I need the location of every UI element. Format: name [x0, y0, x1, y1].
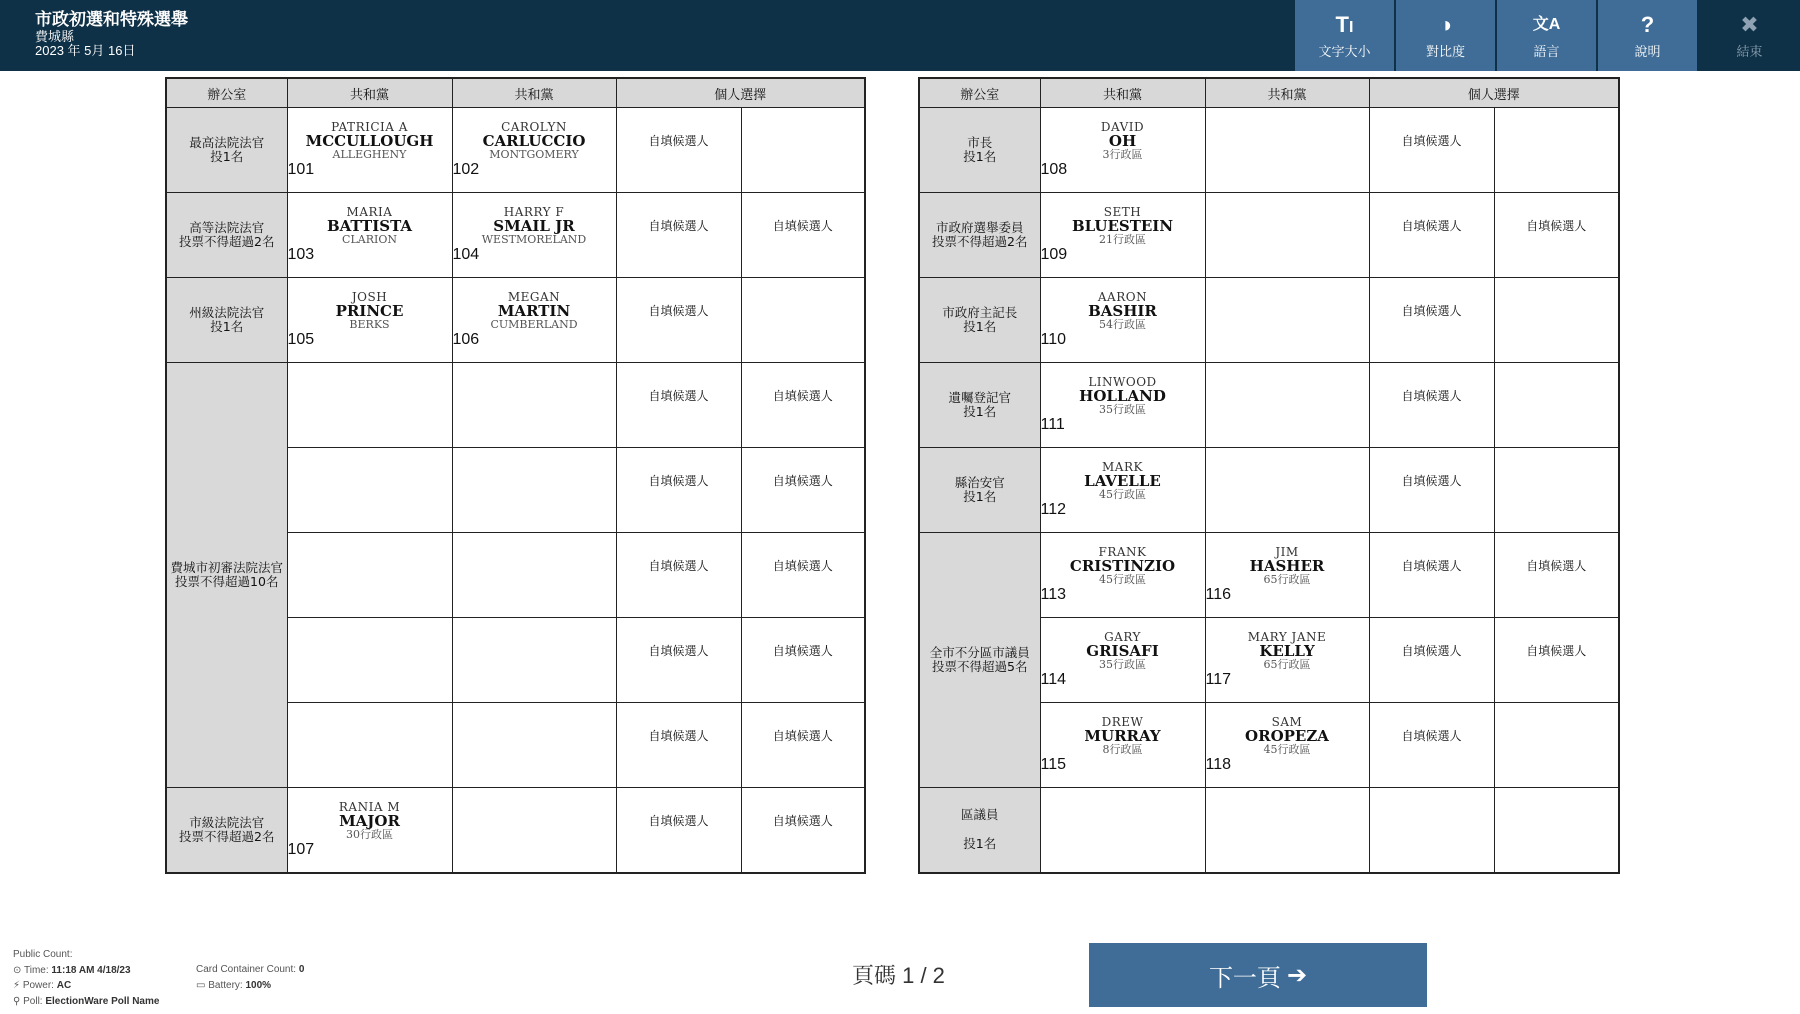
write-in-cell[interactable]: [616, 448, 741, 533]
candidate-number: 107: [287, 840, 315, 858]
plug-icon: ⚡: [13, 980, 21, 991]
contest-row: [166, 278, 865, 363]
election-info: [35, 10, 188, 59]
candidate-cell[interactable]: [287, 278, 452, 363]
write-in-cell[interactable]: [1369, 703, 1494, 788]
candidate-first-name: DREW: [1101, 715, 1144, 730]
card-count: Card Container Count: 0: [196, 964, 305, 975]
next-page-label: 下一頁: [1208, 964, 1281, 992]
contest-row: [919, 278, 1619, 363]
write-in-cell[interactable]: [741, 533, 865, 618]
time-status: ⊙ Time: 11:18 AM 4/18/23: [13, 964, 131, 976]
candidate-first-name: AARON: [1097, 290, 1148, 305]
write-in-cell[interactable]: [1369, 278, 1494, 363]
candidate-district: 21行政區: [1099, 233, 1146, 247]
device-status: [196, 962, 396, 993]
candidate-last-name: MAJOR: [339, 811, 400, 830]
office-label: 市政府選舉委員: [935, 219, 1024, 235]
candidate-last-name: BLUESTEIN: [1071, 216, 1174, 235]
candidate-first-name: MARK: [1102, 460, 1143, 475]
candidate-first-name: SAM: [1271, 715, 1303, 730]
write-in-cell[interactable]: [741, 193, 865, 278]
power-status: ⚡ Power: AC: [13, 980, 72, 991]
next-page-button[interactable]: [1089, 943, 1427, 1007]
office-label: 投1名: [963, 836, 997, 852]
public-count-label: Public Count:: [13, 949, 73, 960]
candidate-district: CUMBERLAND: [490, 318, 578, 332]
candidate-district: 35行政區: [1099, 658, 1146, 672]
candidate-name: [1041, 206, 1205, 246]
candidate-cell[interactable]: [287, 108, 452, 193]
office-cell: [166, 363, 287, 788]
candidate-name: [1206, 546, 1369, 586]
candidate-number: 118: [1205, 755, 1232, 773]
page-indicator: 頁碼 1 / 2: [852, 963, 945, 988]
office-cell: [919, 448, 1040, 533]
write-in-label: 自填候選人: [1526, 218, 1587, 233]
empty-cell: [1494, 108, 1619, 193]
write-in-label: 自填候選人: [648, 303, 709, 318]
write-in-label: 自填候選人: [1401, 218, 1462, 233]
candidate-district: 45行政區: [1099, 573, 1146, 587]
header-party-1: 共和黨: [1040, 78, 1205, 108]
write-in-label: 自填候選人: [648, 813, 709, 828]
contest-row: [919, 363, 1619, 448]
exit-button[interactable]: ✖ 結束: [1697, 0, 1800, 71]
write-in-cell[interactable]: [1369, 193, 1494, 278]
candidate-name: [1206, 716, 1369, 756]
write-in-cell[interactable]: [741, 618, 865, 703]
office-label: 投1名: [963, 489, 997, 504]
candidate-last-name: BASHIR: [1088, 301, 1157, 320]
candidate-number: 105: [287, 330, 315, 348]
empty-cell: [287, 448, 452, 533]
candidate-name: [453, 121, 616, 161]
candidate-first-name: MARIA: [346, 205, 393, 220]
candidate-district: 3行政區: [1102, 148, 1143, 162]
write-in-label: 自填候選人: [772, 728, 833, 743]
contest-row: [919, 193, 1619, 278]
office-label: 投1名: [210, 319, 244, 334]
candidate-name: [1041, 546, 1205, 586]
ballot-right-table: [918, 77, 1620, 874]
write-in-label: 自填候選人: [772, 388, 833, 403]
contest-row: [919, 448, 1619, 533]
empty-cell: [1205, 108, 1369, 193]
candidate-name: [1206, 631, 1369, 671]
help-icon: ?: [1640, 11, 1655, 37]
battery-status: ▭ Battery: 100%: [196, 979, 272, 991]
candidate-district: CLARION: [342, 233, 397, 247]
office-cell: [166, 278, 287, 363]
candidate-name: [1041, 461, 1205, 501]
contrast-icon: ◑: [1438, 11, 1453, 37]
candidate-name: [453, 206, 616, 246]
write-in-label: 自填候選人: [648, 473, 709, 488]
write-in-cell[interactable]: [616, 108, 741, 193]
write-in-cell[interactable]: [1369, 618, 1494, 703]
election-date: 2023 年 5月 16日: [35, 43, 136, 59]
candidate-cell[interactable]: [1040, 108, 1205, 193]
candidate-number: 114: [1040, 670, 1067, 688]
candidate-first-name: SETH: [1103, 205, 1142, 220]
clock-icon: ⊙: [13, 964, 22, 976]
empty-cell: [1494, 448, 1619, 533]
candidate-first-name: RANIA M: [338, 800, 401, 815]
header-party-1: 共和黨: [287, 78, 452, 108]
candidate-cell[interactable]: [1040, 703, 1205, 788]
candidate-first-name: DAVID: [1100, 120, 1145, 135]
candidate-cell[interactable]: [1205, 533, 1369, 618]
empty-cell: [1369, 788, 1494, 874]
candidate-last-name: OH: [1108, 131, 1137, 150]
header-office: 辦公室: [919, 78, 1040, 108]
candidate-name: [288, 121, 452, 161]
candidate-first-name: LINWOOD: [1088, 375, 1157, 390]
candidate-last-name: MARTIN: [497, 301, 571, 320]
office-cell: [919, 788, 1040, 874]
empty-cell: [741, 108, 865, 193]
office-label: 全市不分區市議員: [929, 644, 1030, 660]
write-in-cell[interactable]: [741, 363, 865, 448]
empty-cell: [452, 788, 616, 874]
write-in-cell[interactable]: [616, 363, 741, 448]
write-in-cell[interactable]: [616, 193, 741, 278]
office-label: 市級法院法官: [189, 814, 265, 830]
office-label: 投票不得超過2名: [932, 234, 1028, 249]
write-in-label: 自填候選人: [648, 218, 709, 233]
candidate-last-name: HASHER: [1249, 556, 1325, 575]
candidate-last-name: PRINCE: [335, 301, 404, 320]
candidate-number: 103: [287, 245, 315, 263]
candidate-district: 35行政區: [1099, 403, 1146, 417]
header-write-in: 個人選擇: [1369, 78, 1619, 108]
candidate-cell[interactable]: [287, 788, 452, 874]
header-office: 辦公室: [166, 78, 287, 108]
write-in-cell[interactable]: [741, 788, 865, 874]
empty-cell: [287, 363, 452, 448]
candidate-first-name: MEGAN: [507, 290, 561, 305]
candidate-cell[interactable]: [452, 193, 616, 278]
candidate-name: [288, 801, 452, 841]
write-in-cell[interactable]: [1494, 533, 1619, 618]
toolbar: [1293, 0, 1800, 71]
write-in-label: 自填候選人: [772, 813, 833, 828]
candidate-first-name: FRANK: [1098, 545, 1147, 560]
candidate-number: 101: [287, 160, 315, 178]
candidate-cell[interactable]: [1205, 703, 1369, 788]
empty-cell: [1494, 703, 1619, 788]
empty-cell: [452, 448, 616, 533]
candidate-last-name: CRISTINZIO: [1069, 556, 1176, 575]
candidate-first-name: JOSH: [351, 290, 388, 305]
language-icon: 文A: [1532, 15, 1561, 33]
office-cell: [166, 108, 287, 193]
candidate-first-name: CAROLYN: [501, 120, 567, 135]
candidate-district: 45行政區: [1099, 488, 1146, 502]
candidate-number: 117: [1205, 670, 1232, 688]
write-in-label: 自填候選人: [1526, 643, 1587, 658]
office-cell: [166, 193, 287, 278]
empty-cell: [1205, 193, 1369, 278]
office-label: 投票不得超過5名: [932, 659, 1028, 674]
candidate-cell[interactable]: [1040, 448, 1205, 533]
empty-cell: [741, 278, 865, 363]
write-in-label: 自填候選人: [1401, 558, 1462, 573]
candidate-number: 110: [1040, 330, 1067, 348]
candidate-number: 111: [1040, 415, 1065, 433]
office-label: 市政府主記長: [942, 304, 1018, 320]
candidate-district: 54行政區: [1099, 318, 1146, 332]
candidate-cell[interactable]: [287, 193, 452, 278]
candidate-number: 104: [452, 245, 480, 263]
candidate-name: [1041, 631, 1205, 671]
office-label: 投1名: [963, 404, 997, 419]
empty-cell: [452, 533, 616, 618]
candidate-name: [1041, 376, 1205, 416]
write-in-label: 自填候選人: [772, 643, 833, 658]
candidate-district: MONTGOMERY: [489, 148, 579, 162]
candidate-last-name: MCCULLOUGH: [305, 131, 434, 150]
contest-row: [166, 193, 865, 278]
contest-row: [166, 363, 865, 448]
write-in-label: 自填候選人: [1401, 133, 1462, 148]
contest-row: [919, 788, 1619, 874]
candidate-last-name: MURRAY: [1084, 726, 1161, 745]
candidate-number: 112: [1040, 500, 1067, 518]
candidate-last-name: SMAIL JR: [493, 216, 575, 235]
location-pin-icon: ⚲: [13, 995, 21, 1007]
office-label: 遺囑登記官: [948, 389, 1011, 405]
candidate-first-name: JIM: [1275, 545, 1299, 560]
candidate-number: 116: [1205, 585, 1232, 603]
candidate-district: 30行政區: [346, 828, 393, 842]
ballot-header: [166, 78, 865, 108]
candidate-cell[interactable]: [452, 278, 616, 363]
candidate-district: 65行政區: [1263, 658, 1311, 672]
empty-cell: [287, 618, 452, 703]
ballot-header: [919, 78, 1619, 108]
write-in-cell[interactable]: [1369, 108, 1494, 193]
candidate-first-name: HARRY F: [503, 205, 565, 220]
battery-icon: ▭: [196, 979, 206, 991]
write-in-label: 自填候選人: [772, 473, 833, 488]
header-party-2: 共和黨: [452, 78, 616, 108]
candidate-district: 8行政區: [1102, 743, 1143, 757]
empty-cell: [1205, 788, 1369, 874]
empty-cell: [452, 703, 616, 788]
candidate-name: [1041, 716, 1205, 756]
help-button[interactable]: ? 說明: [1596, 0, 1697, 71]
ballot-left-table: [165, 77, 866, 874]
candidate-first-name: MARY JANE: [1247, 630, 1327, 645]
candidate-district: 45行政區: [1263, 743, 1311, 757]
write-in-label: 自填候選人: [648, 388, 709, 403]
candidate-cell[interactable]: [452, 108, 616, 193]
office-cell: [919, 278, 1040, 363]
write-in-label: 自填候選人: [1401, 388, 1462, 403]
write-in-label: 自填候選人: [648, 643, 709, 658]
header-party-2: 共和黨: [1205, 78, 1369, 108]
candidate-first-name: PATRICIA A: [331, 120, 408, 135]
office-cell: [919, 193, 1040, 278]
office-label: 州級法院法官: [189, 304, 265, 320]
candidate-last-name: BATTISTA: [326, 216, 413, 235]
office-cell: [919, 108, 1040, 193]
office-label: 投1名: [963, 319, 997, 334]
empty-cell: [1494, 278, 1619, 363]
candidate-district: 65行政區: [1263, 573, 1311, 587]
empty-cell: [1205, 363, 1369, 448]
write-in-label: 自填候選人: [648, 133, 709, 148]
empty-cell: [1205, 448, 1369, 533]
office-label: 費城市初審法院法官: [170, 559, 283, 575]
empty-cell: [287, 533, 452, 618]
candidate-number: 106: [452, 330, 480, 348]
candidate-cell[interactable]: [1040, 618, 1205, 703]
poll-status: ⚲ Poll: ElectionWare Poll Name: [13, 995, 160, 1007]
write-in-cell[interactable]: [616, 703, 741, 788]
candidate-last-name: LAVELLE: [1084, 471, 1161, 490]
write-in-label: 自填候選人: [772, 218, 833, 233]
office-label: 高等法院法官: [189, 219, 265, 235]
contest-row: [166, 108, 865, 193]
candidate-number: 115: [1040, 755, 1067, 773]
office-label: 區議員: [960, 807, 999, 823]
write-in-cell[interactable]: [616, 788, 741, 874]
close-icon: ✖: [1740, 11, 1759, 37]
write-in-cell[interactable]: [1369, 533, 1494, 618]
write-in-label: 自填候選人: [1401, 303, 1462, 318]
county-name: 費城縣: [35, 28, 75, 44]
candidate-district: BERKS: [349, 318, 390, 332]
candidate-cell[interactable]: [1205, 618, 1369, 703]
election-title: 市政初選和特殊選舉: [35, 10, 188, 29]
contest-row: [919, 533, 1619, 618]
candidate-number: 108: [1040, 160, 1068, 178]
empty-cell: [452, 618, 616, 703]
candidate-name: [453, 291, 616, 331]
empty-cell: [1205, 278, 1369, 363]
candidate-first-name: GARY: [1104, 630, 1141, 645]
candidate-number: 113: [1040, 585, 1067, 603]
text-size-icon: TI: [1335, 11, 1354, 37]
candidate-number: 109: [1040, 245, 1068, 263]
write-in-cell[interactable]: [1494, 193, 1619, 278]
candidate-last-name: KELLY: [1259, 641, 1315, 660]
office-cell: [166, 788, 287, 874]
candidate-name: [1041, 121, 1205, 161]
candidate-last-name: GRISAFI: [1086, 641, 1159, 660]
office-cell: [919, 533, 1040, 788]
office-cell: [919, 363, 1040, 448]
top-bar: [0, 0, 1800, 71]
candidate-name: [1041, 291, 1205, 331]
candidate-number: 102: [452, 160, 480, 178]
contest-row: [919, 108, 1619, 193]
write-in-label: 自填候選人: [1526, 558, 1587, 573]
write-in-cell[interactable]: [741, 703, 865, 788]
office-label: [920, 823, 1040, 837]
write-in-cell[interactable]: [616, 618, 741, 703]
candidate-cell[interactable]: [1040, 533, 1205, 618]
office-label: 最高法院法官: [189, 134, 265, 150]
empty-cell: [1040, 788, 1205, 874]
candidate-name: [288, 206, 452, 246]
office-label: 市長: [967, 134, 993, 150]
candidate-district: WESTMORELAND: [481, 233, 587, 247]
write-in-label: 自填候選人: [772, 558, 833, 573]
language-button[interactable]: 文A 語言: [1495, 0, 1596, 71]
office-label: 投票不得超過2名: [179, 234, 275, 249]
office-label: 投票不得超過10名: [175, 574, 279, 589]
candidate-cell[interactable]: [1040, 278, 1205, 363]
candidate-cell[interactable]: [1040, 363, 1205, 448]
office-label: 縣治安官: [954, 474, 1005, 490]
write-in-cell[interactable]: [1494, 618, 1619, 703]
write-in-label: 自填候選人: [648, 558, 709, 573]
office-label: 投1名: [963, 149, 997, 164]
empty-cell: [452, 363, 616, 448]
office-label: 投1名: [210, 149, 244, 164]
candidate-last-name: OROPEZA: [1245, 726, 1329, 745]
write-in-label: 自填候選人: [1401, 643, 1462, 658]
write-in-cell[interactable]: [741, 448, 865, 533]
write-in-label: 自填候選人: [1401, 728, 1462, 743]
status-panel: [13, 947, 305, 1009]
contrast-button[interactable]: ◑ 對比度: [1394, 0, 1495, 71]
header-write-in: 個人選擇: [616, 78, 865, 108]
candidate-last-name: HOLLAND: [1079, 386, 1166, 405]
empty-cell: [1494, 788, 1619, 874]
contest-row: [166, 788, 865, 874]
write-in-label: 自填候選人: [648, 728, 709, 743]
candidate-name: [288, 291, 452, 331]
write-in-cell[interactable]: [616, 533, 741, 618]
text-size-button[interactable]: TI 文字大小: [1293, 0, 1394, 71]
write-in-cell[interactable]: [1369, 448, 1494, 533]
write-in-cell[interactable]: [1369, 363, 1494, 448]
write-in-cell[interactable]: [616, 278, 741, 363]
candidate-last-name: CARLUCCIO: [482, 131, 586, 150]
office-label: 投票不得超過2名: [179, 829, 275, 844]
write-in-label: 自填候選人: [1401, 473, 1462, 488]
candidate-district: ALLEGHENY: [332, 148, 407, 162]
arrow-right-icon: ➔: [1286, 961, 1308, 989]
empty-cell: [287, 703, 452, 788]
candidate-cell[interactable]: [1040, 193, 1205, 278]
empty-cell: [1494, 363, 1619, 448]
